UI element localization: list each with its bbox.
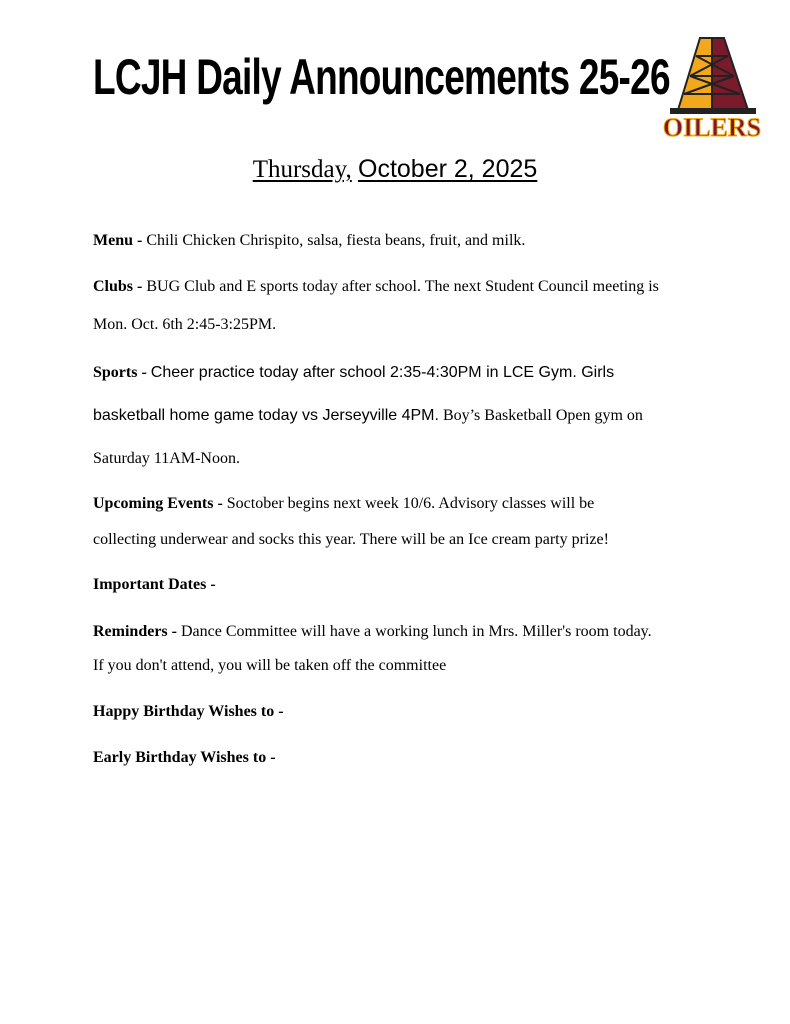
sports-line-3: Saturday 11AM-Noon. [93, 450, 240, 467]
menu-section: Menu - Chili Chicken Chrispito, salsa, fiesta beans, fruit, and milk. [93, 232, 526, 249]
happy-birthday-section: Happy Birthday Wishes to - [93, 703, 284, 720]
clubs-line-2: Mon. Oct. 6th 2:45-3:25PM. [93, 316, 277, 333]
reminders-section: Reminders - Dance Committee will have a working lunch in Mrs. Miller's room today. [93, 623, 652, 640]
clubs-section: Clubs - BUG Club and E sports today after school. The next Student Council meeting is [93, 278, 659, 295]
reminders-line-2: If you don't attend, you will be taken off the committee [93, 657, 447, 674]
upcoming-events-section: Upcoming Events - Soctober begins next week 10/6. Advisory classes will be [93, 495, 595, 512]
announcement-date: Thursday, October 2, 2025 [252, 155, 538, 183]
upcoming-line-2: collecting underwear and socks this year. There will be an Ice cream party prize! [93, 531, 609, 548]
page-title: LCJH Daily Announcements 25-26 [93, 49, 670, 105]
oilers-logo [650, 36, 774, 142]
important-dates-section: Important Dates - [93, 576, 216, 593]
sports-section: Sports - Cheer practice today after school 2:35-4:30PM in LCE Gym. Girls [93, 364, 615, 381]
sports-line-2: basketball home game today vs Jerseyville 4PM. Boy’s Basketball Open gym on [93, 407, 643, 424]
svg-text:OILERS: OILERS [662, 113, 762, 142]
early-birthday-section: Early Birthday Wishes to - [93, 749, 276, 766]
